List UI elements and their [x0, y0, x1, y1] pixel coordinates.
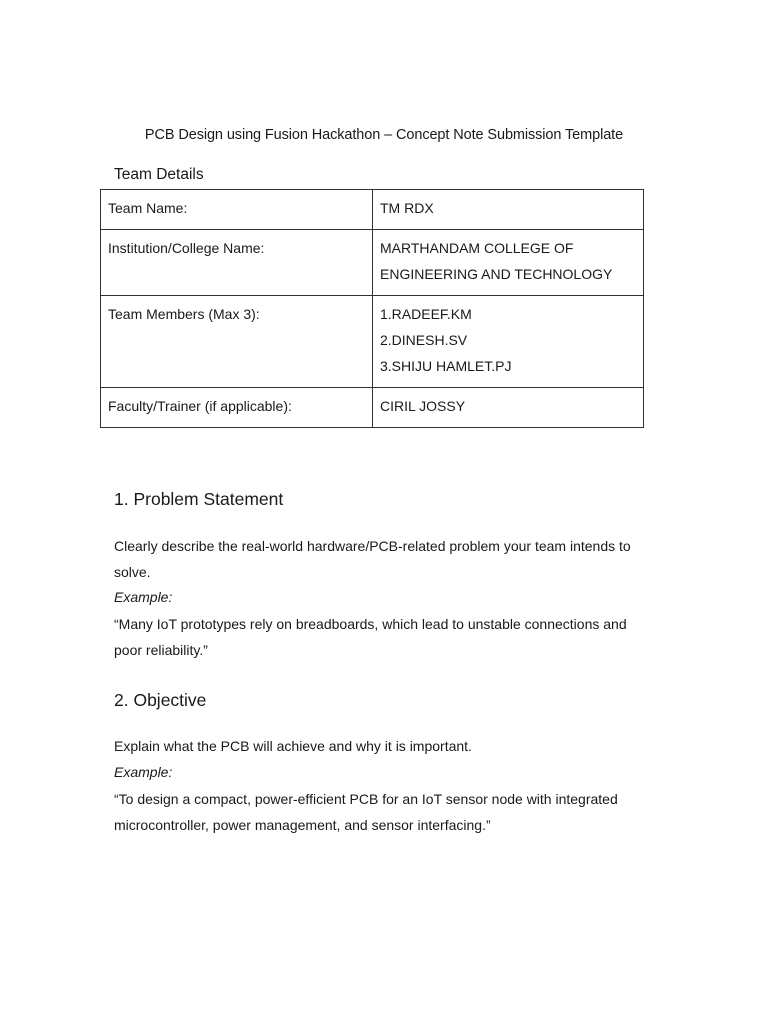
- team-member: 3.SHIJU HAMLET.PJ: [380, 358, 512, 374]
- objective-example-label: Example:: [114, 764, 173, 780]
- team-members-label: Team Members (Max 3):: [101, 296, 373, 388]
- institution-label: Institution/College Name:: [101, 230, 373, 296]
- institution-line: MARTHANDAM COLLEGE OF: [380, 240, 574, 256]
- institution-line: ENGINEERING AND TECHNOLOGY: [380, 266, 613, 282]
- problem-example-label: Example:: [114, 589, 173, 605]
- team-member: 1.RADEEF.KM: [380, 306, 472, 322]
- team-members-value: [373, 296, 644, 388]
- table-row: [101, 388, 644, 428]
- institution-value: [373, 230, 644, 296]
- table-row: [101, 230, 644, 296]
- problem-statement-description: Clearly describe the real-world hardware/PCB-related problem your team intends to solve.: [114, 538, 631, 580]
- faculty-label: Faculty/Trainer (if applicable):: [101, 388, 373, 428]
- team-details-table: [100, 189, 644, 428]
- document-title: PCB Design using Fusion Hackathon – Concept Note Submission Template: [144, 127, 624, 143]
- table-row: [101, 190, 644, 230]
- faculty-value: CIRIL JOSSY: [373, 388, 644, 428]
- objective-description: Explain what the PCB will achieve and why it is important.: [114, 738, 472, 754]
- table-row: [101, 296, 644, 388]
- team-name-label: Team Name:: [101, 190, 373, 230]
- problem-example-text: “Many IoT prototypes rely on breadboards, which lead to unstable connections and poor reliability.”: [114, 616, 627, 658]
- objective-example-text: “To design a compact, power-efficient PCB for an IoT sensor node with integrated microcontroller, power management, and sensor interfacing.”: [114, 791, 618, 833]
- problem-statement-heading: 1. Problem Statement: [114, 489, 284, 509]
- team-details-heading: Team Details: [114, 166, 204, 183]
- team-name-value: TM RDX: [373, 190, 644, 230]
- team-member: 2.DINESH.SV: [380, 332, 468, 348]
- objective-heading: 2. Objective: [114, 690, 207, 710]
